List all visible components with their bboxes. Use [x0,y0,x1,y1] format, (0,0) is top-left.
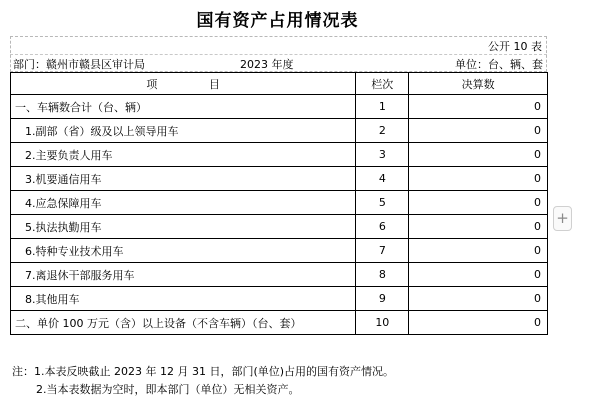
plus-icon: + [556,209,569,227]
row-item: 一、车辆数合计（台、辆） [11,95,356,119]
row-value: 0 [409,95,548,119]
table-row [11,167,548,191]
row-lanci: 2 [356,119,409,143]
row-item: 二、单价 100 万元（含）以上设备（不含车辆）（台、套） [11,311,356,335]
row-value: 0 [409,167,548,191]
row-item: 8.其他用车 [11,287,356,311]
department-label: 部门：赣州市赣县区审计局 [13,58,145,71]
row-item: 1.副部（省）级及以上领导用车 [11,119,356,143]
row-lanci: 7 [356,239,409,263]
row-item: 6.特种专业技术用车 [11,239,356,263]
row-lanci: 1 [356,95,409,119]
header-item: 项 目 [11,73,356,95]
table-header-row [11,73,548,95]
row-value: 0 [409,191,548,215]
row-item: 3.机要通信用车 [11,167,356,191]
table-row [11,263,548,287]
asset-table [10,72,548,335]
table-row [11,239,548,263]
form-code: 公开 10 表 [488,40,542,53]
row-item: 5.执法执勤用车 [11,215,356,239]
row-lanci: 3 [356,143,409,167]
row-lanci: 6 [356,215,409,239]
note-1: 注：1.本表反映截止 2023 年 12 月 31 日，部门(单位)占用的国有资产情况。 [12,365,395,378]
row-lanci: 9 [356,287,409,311]
table-row [11,143,548,167]
row-lanci: 4 [356,167,409,191]
note-2: 2.当本表数据为空时，即本部门（单位）无相关资产。 [36,383,300,396]
row-value: 0 [409,287,548,311]
row-value: 0 [409,263,548,287]
unit-label: 单位：台、辆、套 [455,58,543,71]
header-value: 决算数 [409,73,548,95]
year-label: 2023 年度 [240,58,294,71]
row-item: 2.主要负责人用车 [11,143,356,167]
header-lanci: 栏次 [356,73,409,95]
table-row [11,191,548,215]
row-lanci: 5 [356,191,409,215]
add-button[interactable] [553,206,572,231]
meta-row [10,55,547,71]
table-row [11,119,548,143]
notes [12,363,394,399]
table-row [11,95,548,119]
table-row [11,287,548,311]
table-row [11,215,548,239]
row-value: 0 [409,119,548,143]
row-value: 0 [409,215,548,239]
row-value: 0 [409,239,548,263]
page-title: 国有资产占用情况表 [196,11,359,31]
table-row [11,311,548,335]
row-value: 0 [409,311,548,335]
row-lanci: 10 [356,311,409,335]
row-item: 7.离退休干部服务用车 [11,263,356,287]
row-value: 0 [409,143,548,167]
row-lanci: 8 [356,263,409,287]
row-item: 4.应急保障用车 [11,191,356,215]
